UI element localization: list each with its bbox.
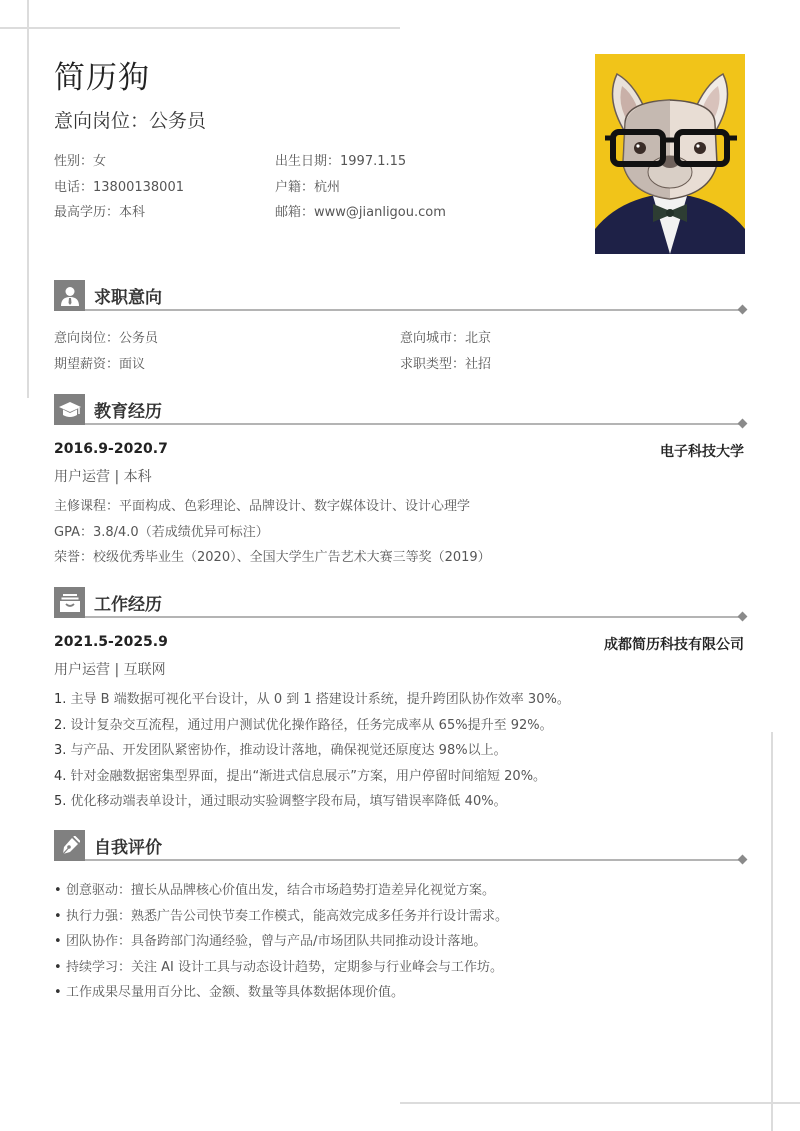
birth-date: 出生日期：1997.1.15 xyxy=(275,154,407,169)
section-header-self-evaluation xyxy=(54,830,746,862)
job-intent-row xyxy=(54,327,746,353)
school-name: 电子科技大学 xyxy=(660,444,744,460)
section-header-work xyxy=(54,587,746,619)
user-icon xyxy=(54,280,85,311)
job-type: 求职类型：社招 xyxy=(400,356,492,372)
self-eval-item: • 持续学习：关注 AI 设计工具与动态设计趋势，定期参与行业峰会与工作坊。 xyxy=(54,956,754,982)
education-date-range: 2016.9-2020.7 xyxy=(54,441,168,457)
section-divider xyxy=(85,616,742,618)
corner-line-bottom-horizontal xyxy=(400,1102,800,1104)
achievement-item: 2. 设计复杂交互流程，通过用户测试优化操作路径，任务完成率从 65%提升至 92%。 xyxy=(54,717,553,733)
work-date-range: 2021.5-2025.9 xyxy=(54,634,168,650)
graduation-cap-icon xyxy=(54,394,85,425)
basic-info-row xyxy=(54,201,574,227)
self-eval-item: • 执行力强：熟悉广告公司快节奏工作模式，能高效完成多任务并行设计需求。 xyxy=(54,905,754,931)
work-entry-header xyxy=(54,634,746,656)
divider-endpoint-dot xyxy=(738,305,748,315)
section-divider xyxy=(85,859,742,861)
section-header-education xyxy=(54,394,746,426)
candidate-name: 简历狗 xyxy=(54,60,150,96)
profile-photo xyxy=(595,54,745,254)
divider-endpoint-dot xyxy=(738,612,748,622)
work-achievements xyxy=(54,688,754,816)
self-evaluation-list xyxy=(54,879,754,1007)
education-major-degree: 用户运营 | 本科 xyxy=(54,469,152,485)
pen-nib-icon xyxy=(54,830,85,861)
achievement-item: 3. 与产品、开发团队紧密协作，推动设计落地，确保视觉还原度达 98%以上。 xyxy=(54,743,507,758)
corner-line-top-vertical xyxy=(27,0,29,398)
self-eval-item: • 工作成果尽量用百分比、金额、数量等具体数据体现价值。 xyxy=(54,981,754,1007)
section-divider xyxy=(85,309,742,311)
expected-salary: 期望薪资：面议 xyxy=(54,356,146,372)
basic-info xyxy=(54,150,574,227)
intent-city: 意向城市：北京 xyxy=(400,331,492,346)
job-intent-row xyxy=(54,353,746,379)
achievement-item: 5. 优化移动端表单设计，通过眼动实验调整字段布局，填写错误率降低 40%。 xyxy=(54,794,507,809)
gpa: GPA：3.8/4.0（若成绩优异可标注） xyxy=(54,524,269,540)
gender: 性别：女 xyxy=(54,154,107,169)
section-title: 自我评价 xyxy=(94,838,162,858)
corner-line-top-horizontal xyxy=(0,27,400,29)
section-title: 工作经历 xyxy=(94,595,162,615)
honors: 荣誉：校级优秀毕业生（2020）、全国大学生广告艺术大赛三等奖（2019） xyxy=(54,550,491,565)
intent-position: 意向岗位：公务员 xyxy=(54,110,207,132)
company-name: 成都简历科技有限公司 xyxy=(604,637,744,653)
section-title: 求职意向 xyxy=(94,288,162,308)
section-title: 教育经历 xyxy=(94,402,162,422)
achievement-item: 1. 主导 B 端数据可视化平台设计，从 0 到 1 搭建设计系统，提升跨团队协作效率 30%。 xyxy=(54,692,570,707)
briefcase-tray-icon xyxy=(54,587,85,618)
work-role-industry: 用户运营 | 互联网 xyxy=(54,662,166,678)
section-divider xyxy=(85,423,742,425)
divider-endpoint-dot xyxy=(738,419,748,429)
job-intent-details xyxy=(54,327,746,378)
education-details xyxy=(54,495,754,572)
self-eval-item: • 团队协作：具备跨部门沟通经验，曾与产品/市场团队共同推动设计落地。 xyxy=(54,930,754,956)
email: 邮箱：www@jianligou.com xyxy=(275,205,446,220)
hometown: 户籍：杭州 xyxy=(275,179,341,195)
corner-line-bottom-vertical xyxy=(771,732,773,1131)
basic-info-row xyxy=(54,176,574,202)
achievement-item: 4. 针对金融数据密集型界面，提出“渐进式信息展示”方案，用户停留时间缩短 20%。 xyxy=(54,768,547,784)
education-level: 最高学历：本科 xyxy=(54,205,146,220)
phone: 电话：13800138001 xyxy=(54,179,184,195)
section-header-job-intent xyxy=(54,280,746,312)
bulldog-illustration-icon xyxy=(595,54,745,254)
self-eval-item: • 创意驱动：擅长从品牌核心价值出发，结合市场趋势打造差异化视觉方案。 xyxy=(54,879,754,905)
basic-info-row xyxy=(54,150,574,176)
courses: 主修课程：平面构成、色彩理论、品牌设计、数字媒体设计、设计心理学 xyxy=(54,499,471,514)
education-entry-header xyxy=(54,441,746,463)
divider-endpoint-dot xyxy=(738,855,748,865)
intent-position-detail: 意向岗位：公务员 xyxy=(54,331,159,346)
